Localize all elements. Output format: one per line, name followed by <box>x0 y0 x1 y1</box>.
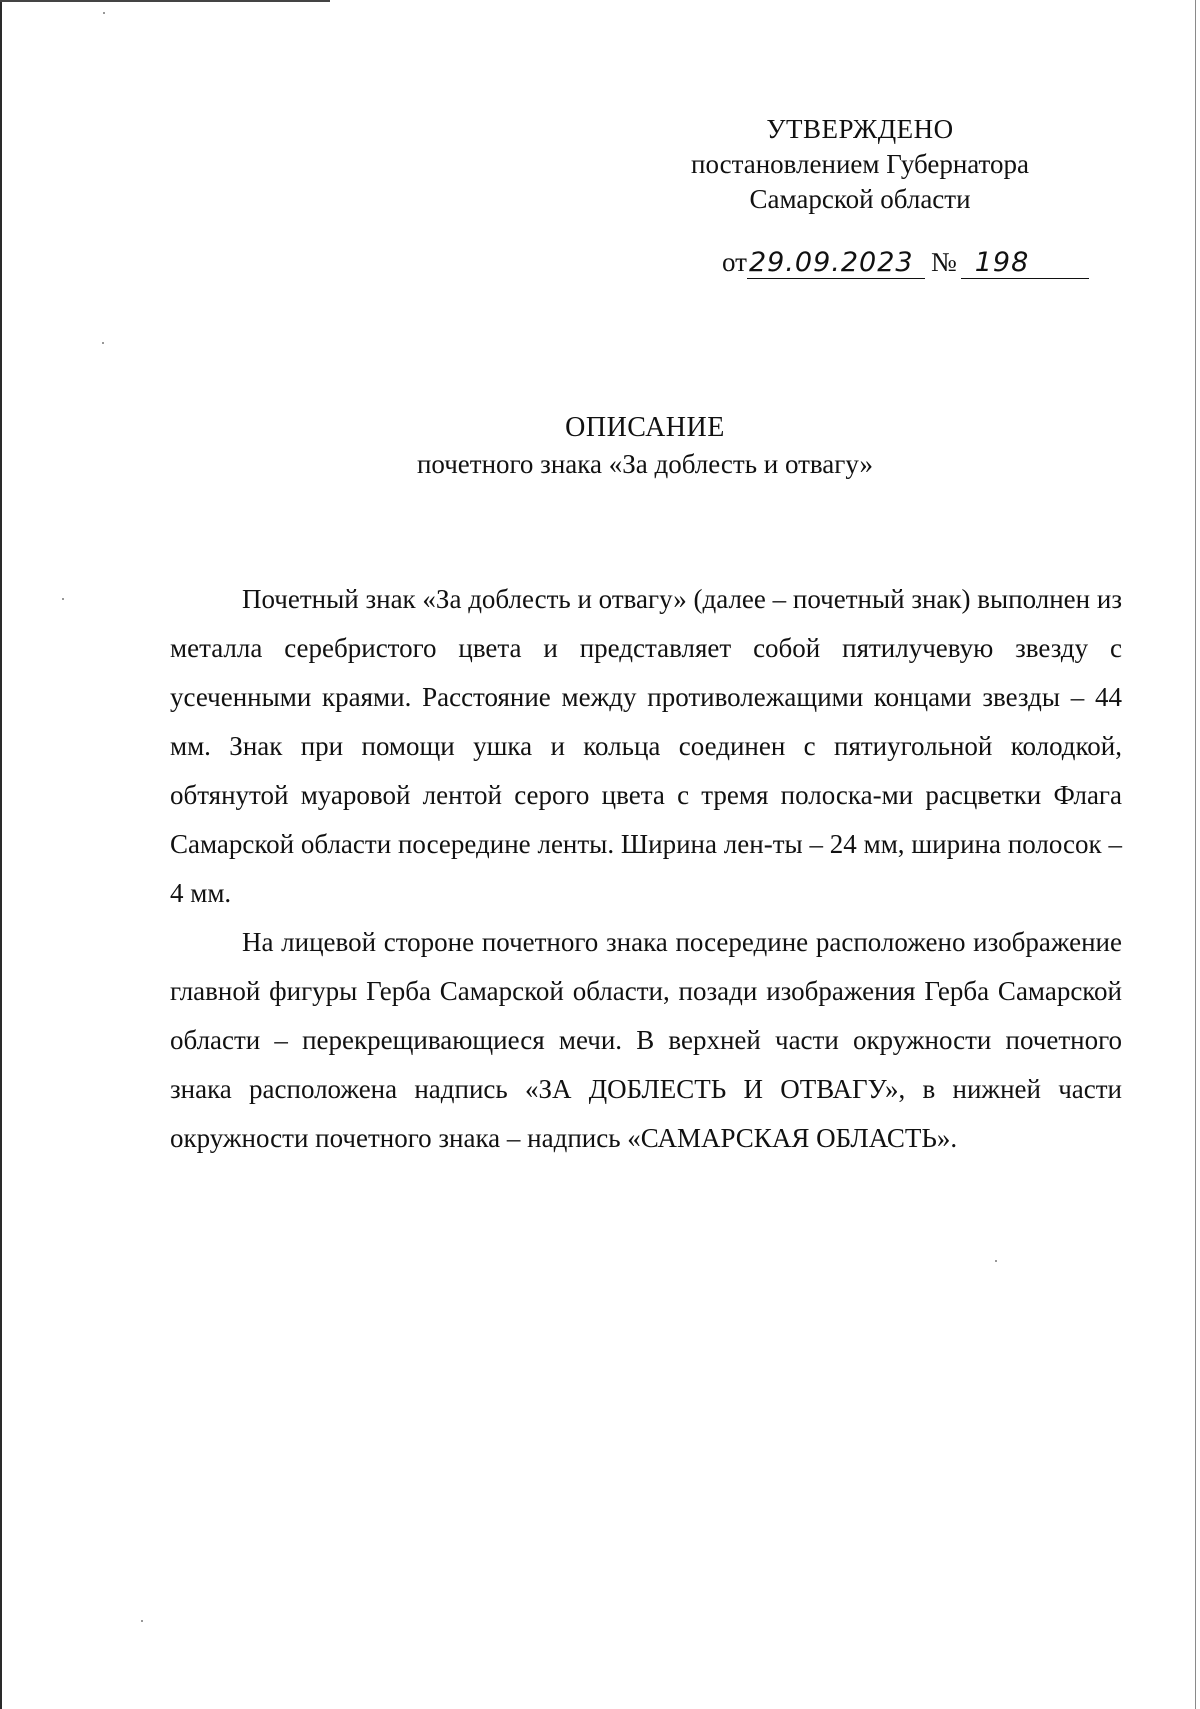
body-paragraph-1: Почетный знак «За доблесть и отвагу» (далее – почетный знак) выполнен из металла серебристого цвета и представляет собой пятилучевую звезду с усеченными краями. Расстояние между противолежащими концами звезды – 44 мм. Знак при помощи ушка и кольца соединен с пятиугольной колодкой, обтянутой муаровой лентой серого цвета с тремя полоска-ми расцветки Флага Самарской области посередине ленты. Ширина лен-ты – 24 мм, ширина полосок – 4 мм. <box>170 584 1122 908</box>
handwritten-date: 29.09.2023 <box>747 248 925 279</box>
scan-edge-top <box>0 0 330 2</box>
approval-line-2: Самарской области <box>749 184 971 214</box>
body-paragraph-2: На лицевой стороне почетного знака посередине расположено изображение главной фигуры Герба Самарской области, позади изображения Герба Самарской области – перекрещивающиеся мечи. В верхней части окружности почетного знака расположена надпись «ЗА ДОБЛЕСТЬ И ОТВАГУ», в нижней части окружности почетного знака – надпись «САМАРСКАЯ ОБЛАСТЬ». <box>170 927 1122 1153</box>
scan-edge-right <box>1195 0 1196 1709</box>
approval-line-1: постановлением Губернатора <box>691 149 1029 179</box>
scan-speck <box>141 1620 143 1622</box>
document-body <box>170 575 1122 1163</box>
approval-block <box>640 112 1080 217</box>
date-prefix: от <box>722 247 747 277</box>
scan-speck <box>103 12 105 14</box>
document-title-block <box>0 410 1200 482</box>
document-title: ОПИСАНИЕ <box>565 412 725 443</box>
approval-date-line <box>722 244 1089 280</box>
handwritten-number: 198 <box>961 248 1089 279</box>
scan-speck <box>62 598 64 600</box>
approval-heading: УТВЕРЖДЕНО <box>766 114 954 144</box>
scan-speck <box>995 1260 997 1262</box>
scan-speck <box>102 342 104 344</box>
scan-edge-left <box>0 0 2 1709</box>
number-sign: № <box>930 247 957 277</box>
document-subtitle: почетного знака «За доблесть и отвагу» <box>416 449 874 479</box>
